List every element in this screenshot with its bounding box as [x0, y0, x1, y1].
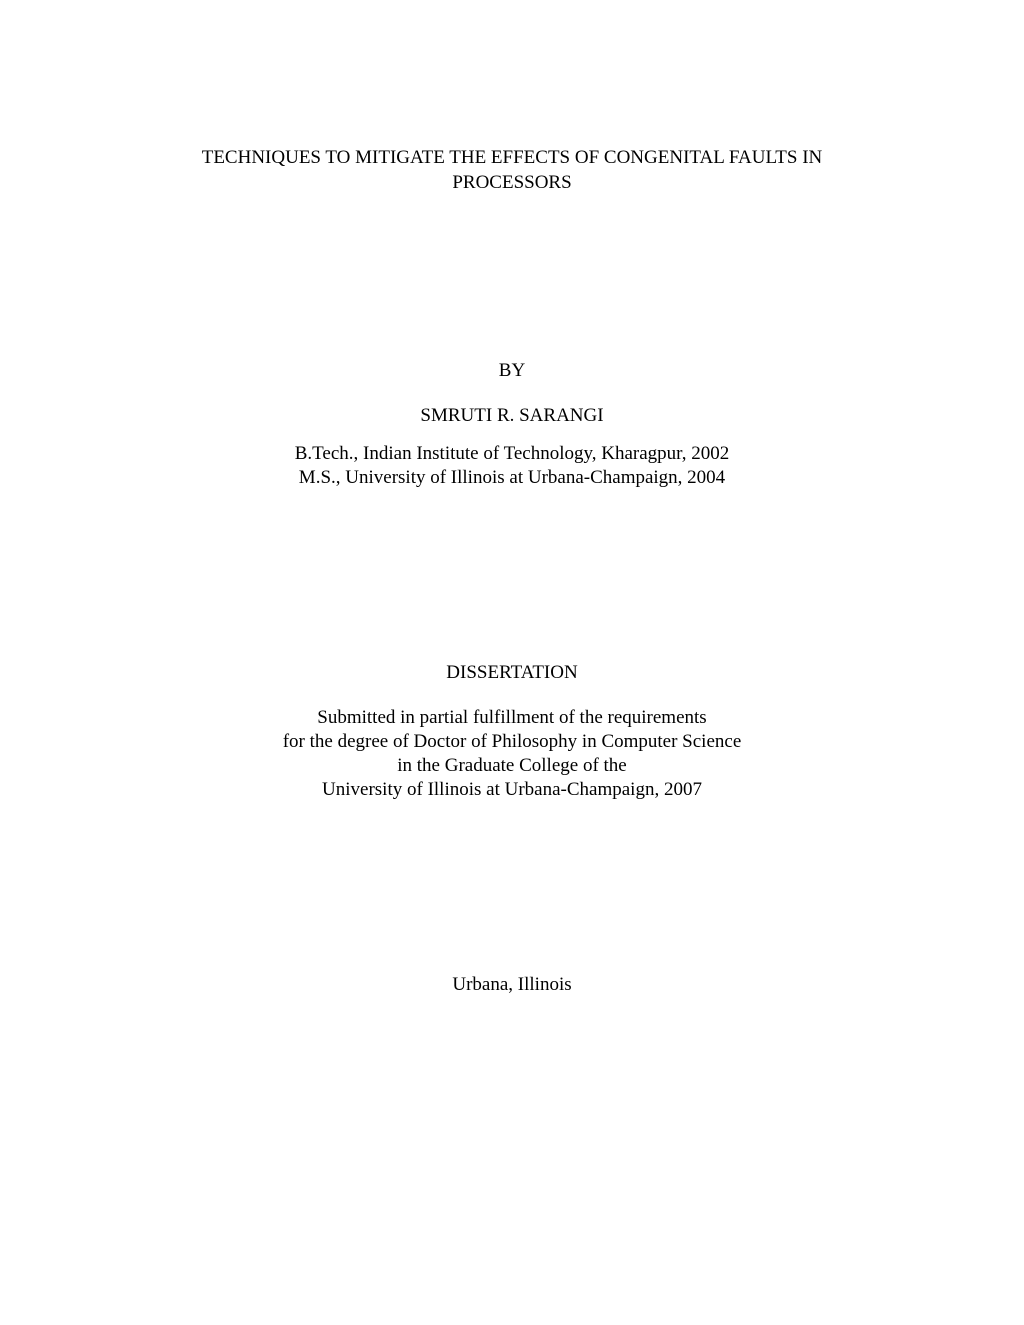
- submission-statement-line-1: Submitted in partial fulfillment of the requirements: [317, 707, 707, 728]
- submission-statement-line-4: University of Illinois at Urbana-Champaign, 2007: [322, 779, 702, 800]
- prior-degree-ms: M.S., University of Illinois at Urbana-Champaign, 2004: [298, 467, 726, 488]
- submission-statement-line-3: in the Graduate College of the: [397, 755, 627, 776]
- document-type: DISSERTATION: [446, 662, 578, 683]
- by-label: BY: [498, 360, 526, 381]
- submission-statement-line-2: for the degree of Doctor of Philosophy in Computer Science: [282, 731, 742, 752]
- thesis-title-line-2: PROCESSORS: [452, 172, 572, 193]
- author-name: SMRUTI R. SARANGI: [420, 405, 604, 426]
- prior-degree-btech: B.Tech., Indian Institute of Technology, Kharagpur, 2002: [294, 443, 730, 464]
- thesis-title-line-1: TECHNIQUES TO MITIGATE THE EFFECTS OF CONGENITAL FAULTS IN: [201, 147, 823, 168]
- place-of-submission: Urbana, Illinois: [452, 974, 572, 995]
